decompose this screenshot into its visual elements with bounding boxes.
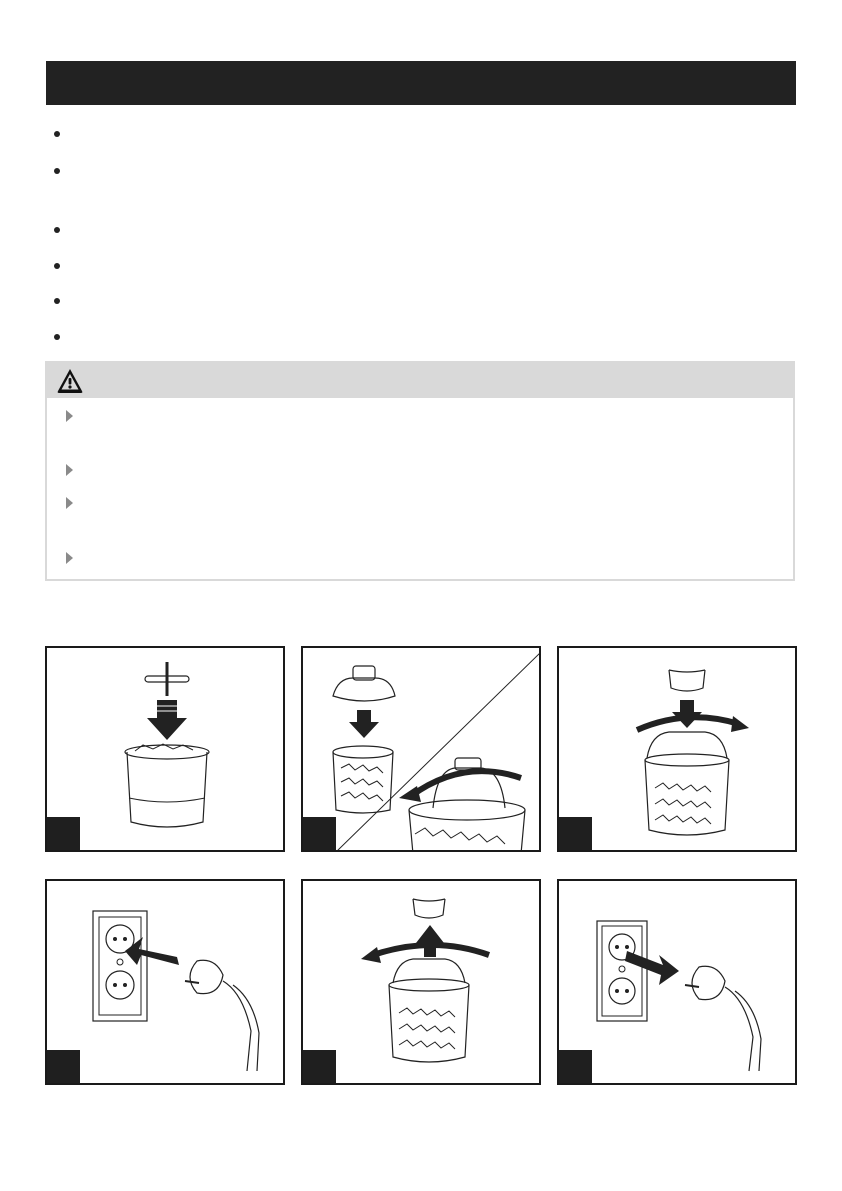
step-panel-4 bbox=[45, 879, 285, 1085]
plug-into-outlet-illustration bbox=[47, 881, 285, 1085]
motor-unit-onto-lid-illustration bbox=[559, 648, 797, 852]
step-panel-1 bbox=[45, 646, 285, 852]
unplug-from-outlet-illustration bbox=[559, 881, 797, 1085]
blade-into-bowl-illustration bbox=[47, 648, 285, 852]
bullet-dot bbox=[54, 263, 60, 269]
step-number-badge bbox=[47, 1050, 80, 1083]
warning-item-marker bbox=[66, 464, 73, 476]
step-panel-5 bbox=[301, 879, 541, 1085]
warning-item-marker bbox=[66, 410, 73, 422]
step-panel-3 bbox=[557, 646, 797, 852]
bullet-dot bbox=[54, 298, 60, 304]
bullet-dot bbox=[54, 168, 60, 174]
bullet-dot bbox=[54, 227, 60, 233]
step-number-badge bbox=[303, 817, 336, 850]
warning-item-marker bbox=[66, 497, 73, 509]
step-number-badge bbox=[47, 817, 80, 850]
remove-motor-unit-illustration bbox=[303, 881, 541, 1085]
warning-box bbox=[45, 361, 795, 581]
bullet-dot bbox=[54, 131, 60, 137]
step-panel-2 bbox=[301, 646, 541, 852]
bullet-dot bbox=[54, 334, 60, 340]
step-panel-6 bbox=[557, 879, 797, 1085]
step-number-badge bbox=[559, 1050, 592, 1083]
step-number-badge bbox=[303, 1050, 336, 1083]
warning-header bbox=[47, 363, 793, 398]
warning-item-marker bbox=[66, 552, 73, 564]
step-number-badge bbox=[559, 817, 592, 850]
warning-triangle-icon bbox=[55, 366, 85, 396]
section-header bbox=[46, 61, 796, 105]
lid-onto-bowl-and-twist-illustration bbox=[303, 648, 541, 852]
